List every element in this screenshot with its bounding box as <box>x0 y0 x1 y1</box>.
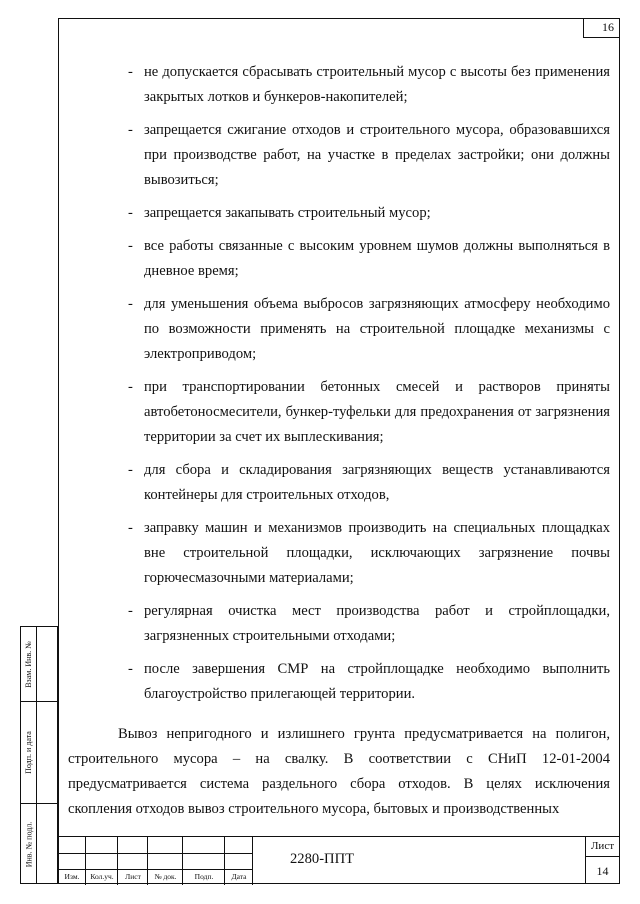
list-item: - запрещается сжигание отходов и строительного мусора, образовавшихся при производстве работ, на участке в пределах застройки; они должны вывозиться; <box>124 118 610 193</box>
stamp-col-list: Лист <box>125 872 141 881</box>
sheet-number: 14 <box>596 864 609 878</box>
document-code: 2280-ППТ <box>290 851 355 867</box>
sheet-label: Лист <box>590 840 615 852</box>
list-item: - для сбора и складирования загрязняющих веществ устанавливаются контейнеры для строительных отходов, <box>124 458 610 508</box>
list-item: - запрещается закапывать строительный мусор; <box>124 201 610 226</box>
list-item: - для уменьшения объема выбросов загрязняющих атмосферу необходимо по возможности применять на строительной площадке механизмы с электроприводом; <box>124 292 610 367</box>
stamp-col-izm: Изм. <box>64 872 80 881</box>
stamp-col-doc: № док. <box>154 872 177 881</box>
list-item: - заправку машин и механизмов производить на специальных площадках вне строительной площадки, исключающих загрязнение почвы горючесмазочными материалами; <box>124 516 610 591</box>
bullet-marker: - <box>128 603 133 619</box>
bullet-marker: - <box>128 379 133 395</box>
stamp-col-podp: Подп. <box>194 872 214 881</box>
list-item: - после завершения СМР на стройплощадке необходимо выполнить благоустройство прилегающей территории. <box>124 657 610 707</box>
list-item: - при транспортировании бетонных смесей и растворов приняты автобетоносмесители, бункер-туфельки для предохранения от загрязнения территории за счет их выплескивания; <box>124 375 610 450</box>
top-page-number: 16 <box>583 18 620 38</box>
list-item: - не допускается сбрасывать строительный мусор с высоты без применения закрытых лотков и бункеров-накопителей; <box>124 60 610 110</box>
bullet-marker: - <box>128 661 133 677</box>
bullet-marker: - <box>128 205 133 221</box>
bullet-list <box>124 60 610 715</box>
bullet-marker: - <box>128 64 133 80</box>
bullet-marker: - <box>128 462 133 478</box>
body-paragraph: Вывоз непригодного и излишнего грунта предусматривается на полигон, строительного мусора – на свалку. В соответствии с СНиП 12-01-2004 предусматривается система раздельного сбора отходов. В целях исключения скопления отходов вывоз строительного мусора, бытовых и производственных <box>68 726 610 817</box>
bullet-marker: - <box>128 296 133 312</box>
stamp-col-kolvo: Кол.уч. <box>90 872 114 881</box>
list-item: - регулярная очистка мест производства работ и стройплощадки, загрязненных строительными отходами; <box>124 599 610 649</box>
side-label-inv: Инв. № подл. <box>24 821 33 867</box>
side-label-vzam: Взам. Инв. № <box>24 640 34 688</box>
bullet-marker: - <box>128 238 133 254</box>
side-stamp <box>20 626 58 884</box>
bullet-marker: - <box>128 520 133 536</box>
stamp-col-data: Дата <box>231 872 247 881</box>
bullet-marker: - <box>128 122 133 138</box>
list-item: - все работы связанные с высоким уровнем шумов должны выполняться в дневное время; <box>124 234 610 284</box>
side-label-podp: Подп. и дата <box>24 730 33 774</box>
